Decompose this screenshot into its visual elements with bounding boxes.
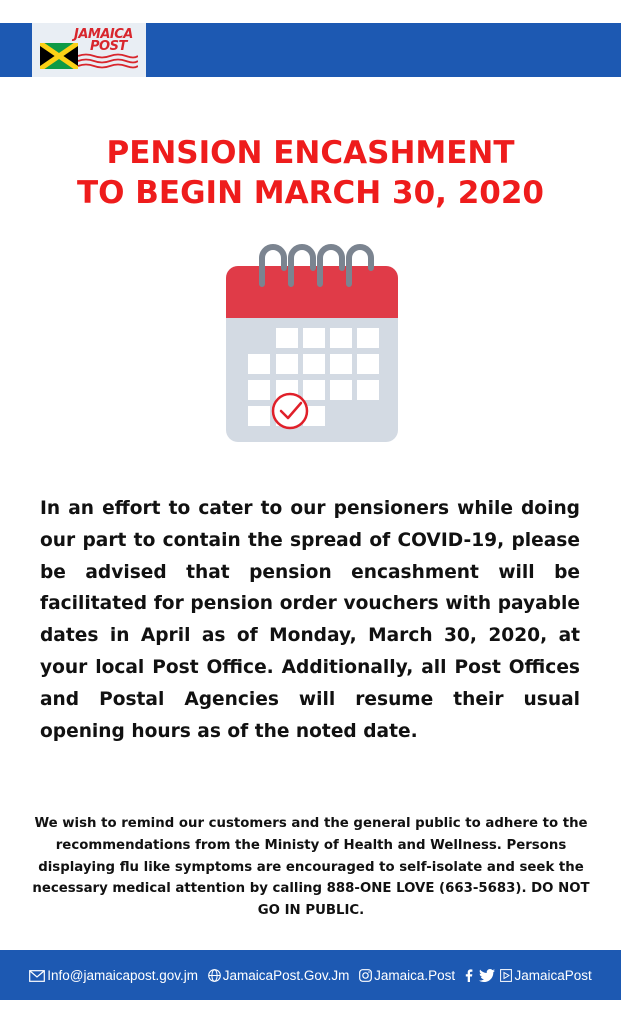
- jamaica-post-logo: [32, 23, 146, 77]
- jamaica-flag-icon: [40, 43, 78, 69]
- title-line1: PENSION ENCASHMENT: [106, 135, 515, 171]
- footer-website-text: JamaicaPost.Gov.Jm: [222, 967, 350, 983]
- twitter-icon: [479, 969, 495, 982]
- facebook-icon: [465, 969, 473, 982]
- footer-social[interactable]: [465, 968, 592, 983]
- footer-social-text: JamaicaPost: [514, 967, 592, 983]
- footer-website[interactable]: [208, 968, 350, 983]
- announcement-paragraph: In an effort to cater to our pensioners while doing our part to contain the spread of COVID-19, please be advised that pension encashment will be facilitated for pension order vouchers with payable dates in April as of Monday, March 30, 2020, at your local Post Office. Additionally, all Post Offices and Postal Agencies will resume their usual opening hours as of the noted date.: [40, 498, 580, 742]
- globe-icon: [208, 969, 221, 982]
- footer-email[interactable]: [29, 968, 198, 983]
- instagram-icon: [359, 969, 372, 982]
- footer-email-text: Info@jamaicapost.gov.jm: [47, 967, 199, 983]
- calendar-check-icon: [226, 236, 398, 444]
- logo-text: [74, 29, 133, 53]
- mail-icon: [29, 970, 45, 982]
- youtube-icon: [500, 969, 512, 982]
- footer-instagram-text: Jamaica.Post: [374, 967, 456, 983]
- footer-contacts: [0, 967, 621, 983]
- footer-bar: [0, 950, 621, 1000]
- logo-waves-icon: [78, 53, 138, 71]
- title-line2: TO BEGIN MARCH 30, 2020: [77, 175, 544, 211]
- page-title: [0, 133, 621, 213]
- logo-line2: POST: [90, 39, 127, 54]
- logo-line1: JAMAICA: [74, 27, 133, 42]
- footer-instagram[interactable]: [359, 968, 455, 983]
- health-advisory-paragraph: We wish to remind our customers and the general public to adhere to the recommendations from the Ministy of Health and Wellness. Persons displaying flu like symptoms are encouraged to self-isolate and seek the necessary medical attention by calling 888-ONE LOVE (663-5683). DO NOT GO IN PUBLIC.: [32, 816, 590, 919]
